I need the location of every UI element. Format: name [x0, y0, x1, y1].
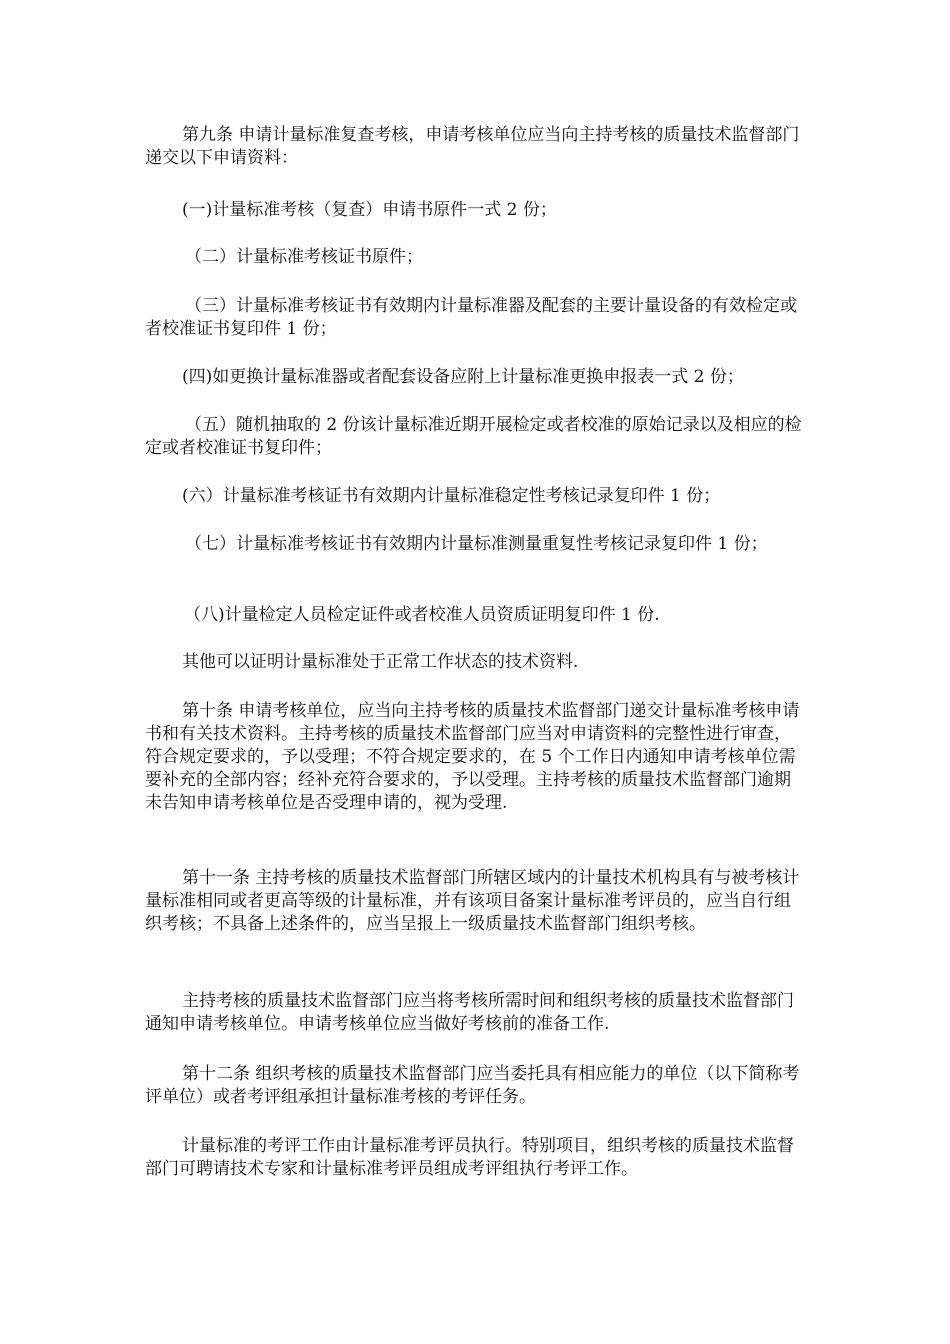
list-item-3: （三）计量标准考核证书有效期内计量标准器及配套的主要计量设备的有效检定或者校准证书复印件 1 份；	[145, 296, 797, 339]
list-item-5: （五）随机抽取的 2 份该计量标准近期开展检定或者校准的原始记录以及相应的检定或者校准证书复印件；	[145, 415, 802, 458]
list-item-4: (四)如更换计量标准器或者配套设备应附上计量标准更换申报表一式 2 份；	[182, 367, 744, 387]
article-12-paragraph: 第十二条 组织考核的质量技术监督部门应当委托具有相应能力的单位（以下简称考评单位）或者考评组承担计量标准考核的考评任务。	[145, 1064, 800, 1107]
article-10-paragraph: 第十条 申请考核单位，应当向主持考核的质量技术监督部门递交计量标准考核申请书和有关技术资料。主持考核的质量技术监督部门应当对申请资料的完整性进行审查，符合规定要求的，予以受理；不符合规定要求的，在 5 个工作日内通知申请考核单位需要补充的全部内容；经补充符合要求的，予以受理。主持考核的质量技术监督部门逾期未告知申请考核单位是否受理申请的，视为受理.	[145, 701, 800, 813]
list-item-2: （二）计量标准考核证书原件；	[185, 247, 423, 267]
list-item-6: (六）计量标准考核证书有效期内计量标准稳定性考核记录复印件 1 份；	[182, 486, 721, 506]
list-item-7: （七）计量标准考核证书有效期内计量标准测量重复性考核记录复印件 1 份；	[185, 534, 768, 554]
article-9-paragraph: 第九条 申请计量标准复查考核，申请考核单位应当向主持考核的质量技术监督部门递交以下申请资料：	[145, 125, 800, 168]
article-11-continuation: 主持考核的质量技术监督部门应当将考核所需时间和组织考核的质量技术监督部门通知申请考核单位。申请考核单位应当做好考核前的准备工作.	[145, 991, 794, 1034]
other-materials-paragraph: 其他可以证明计量标准处于正常工作状态的技术资料.	[182, 652, 579, 672]
article-12-continuation: 计量标准的考评工作由计量标准考评员执行。特别项目，组织考核的质量技术监督部门可聘请技术专家和计量标准考评员组成考评组执行考评工作。	[145, 1136, 794, 1179]
article-11-paragraph: 第十一条 主持考核的质量技术监督部门所辖区域内的计量技术机构具有与被考核计量标准相同或者更高等级的计量标准，并有该项目备案计量标准考评员的，应当自行组织考核；不具备上述条件的，应当呈报上一级质量技术监督部门组织考核。	[145, 868, 800, 934]
list-item-1: (一)计量标准考核（复查）申请书原件一式 2 份；	[182, 200, 557, 220]
list-item-8: （八)计量检定人员检定证件或者校准人员资质证明复印件 1 份.	[184, 605, 660, 625]
